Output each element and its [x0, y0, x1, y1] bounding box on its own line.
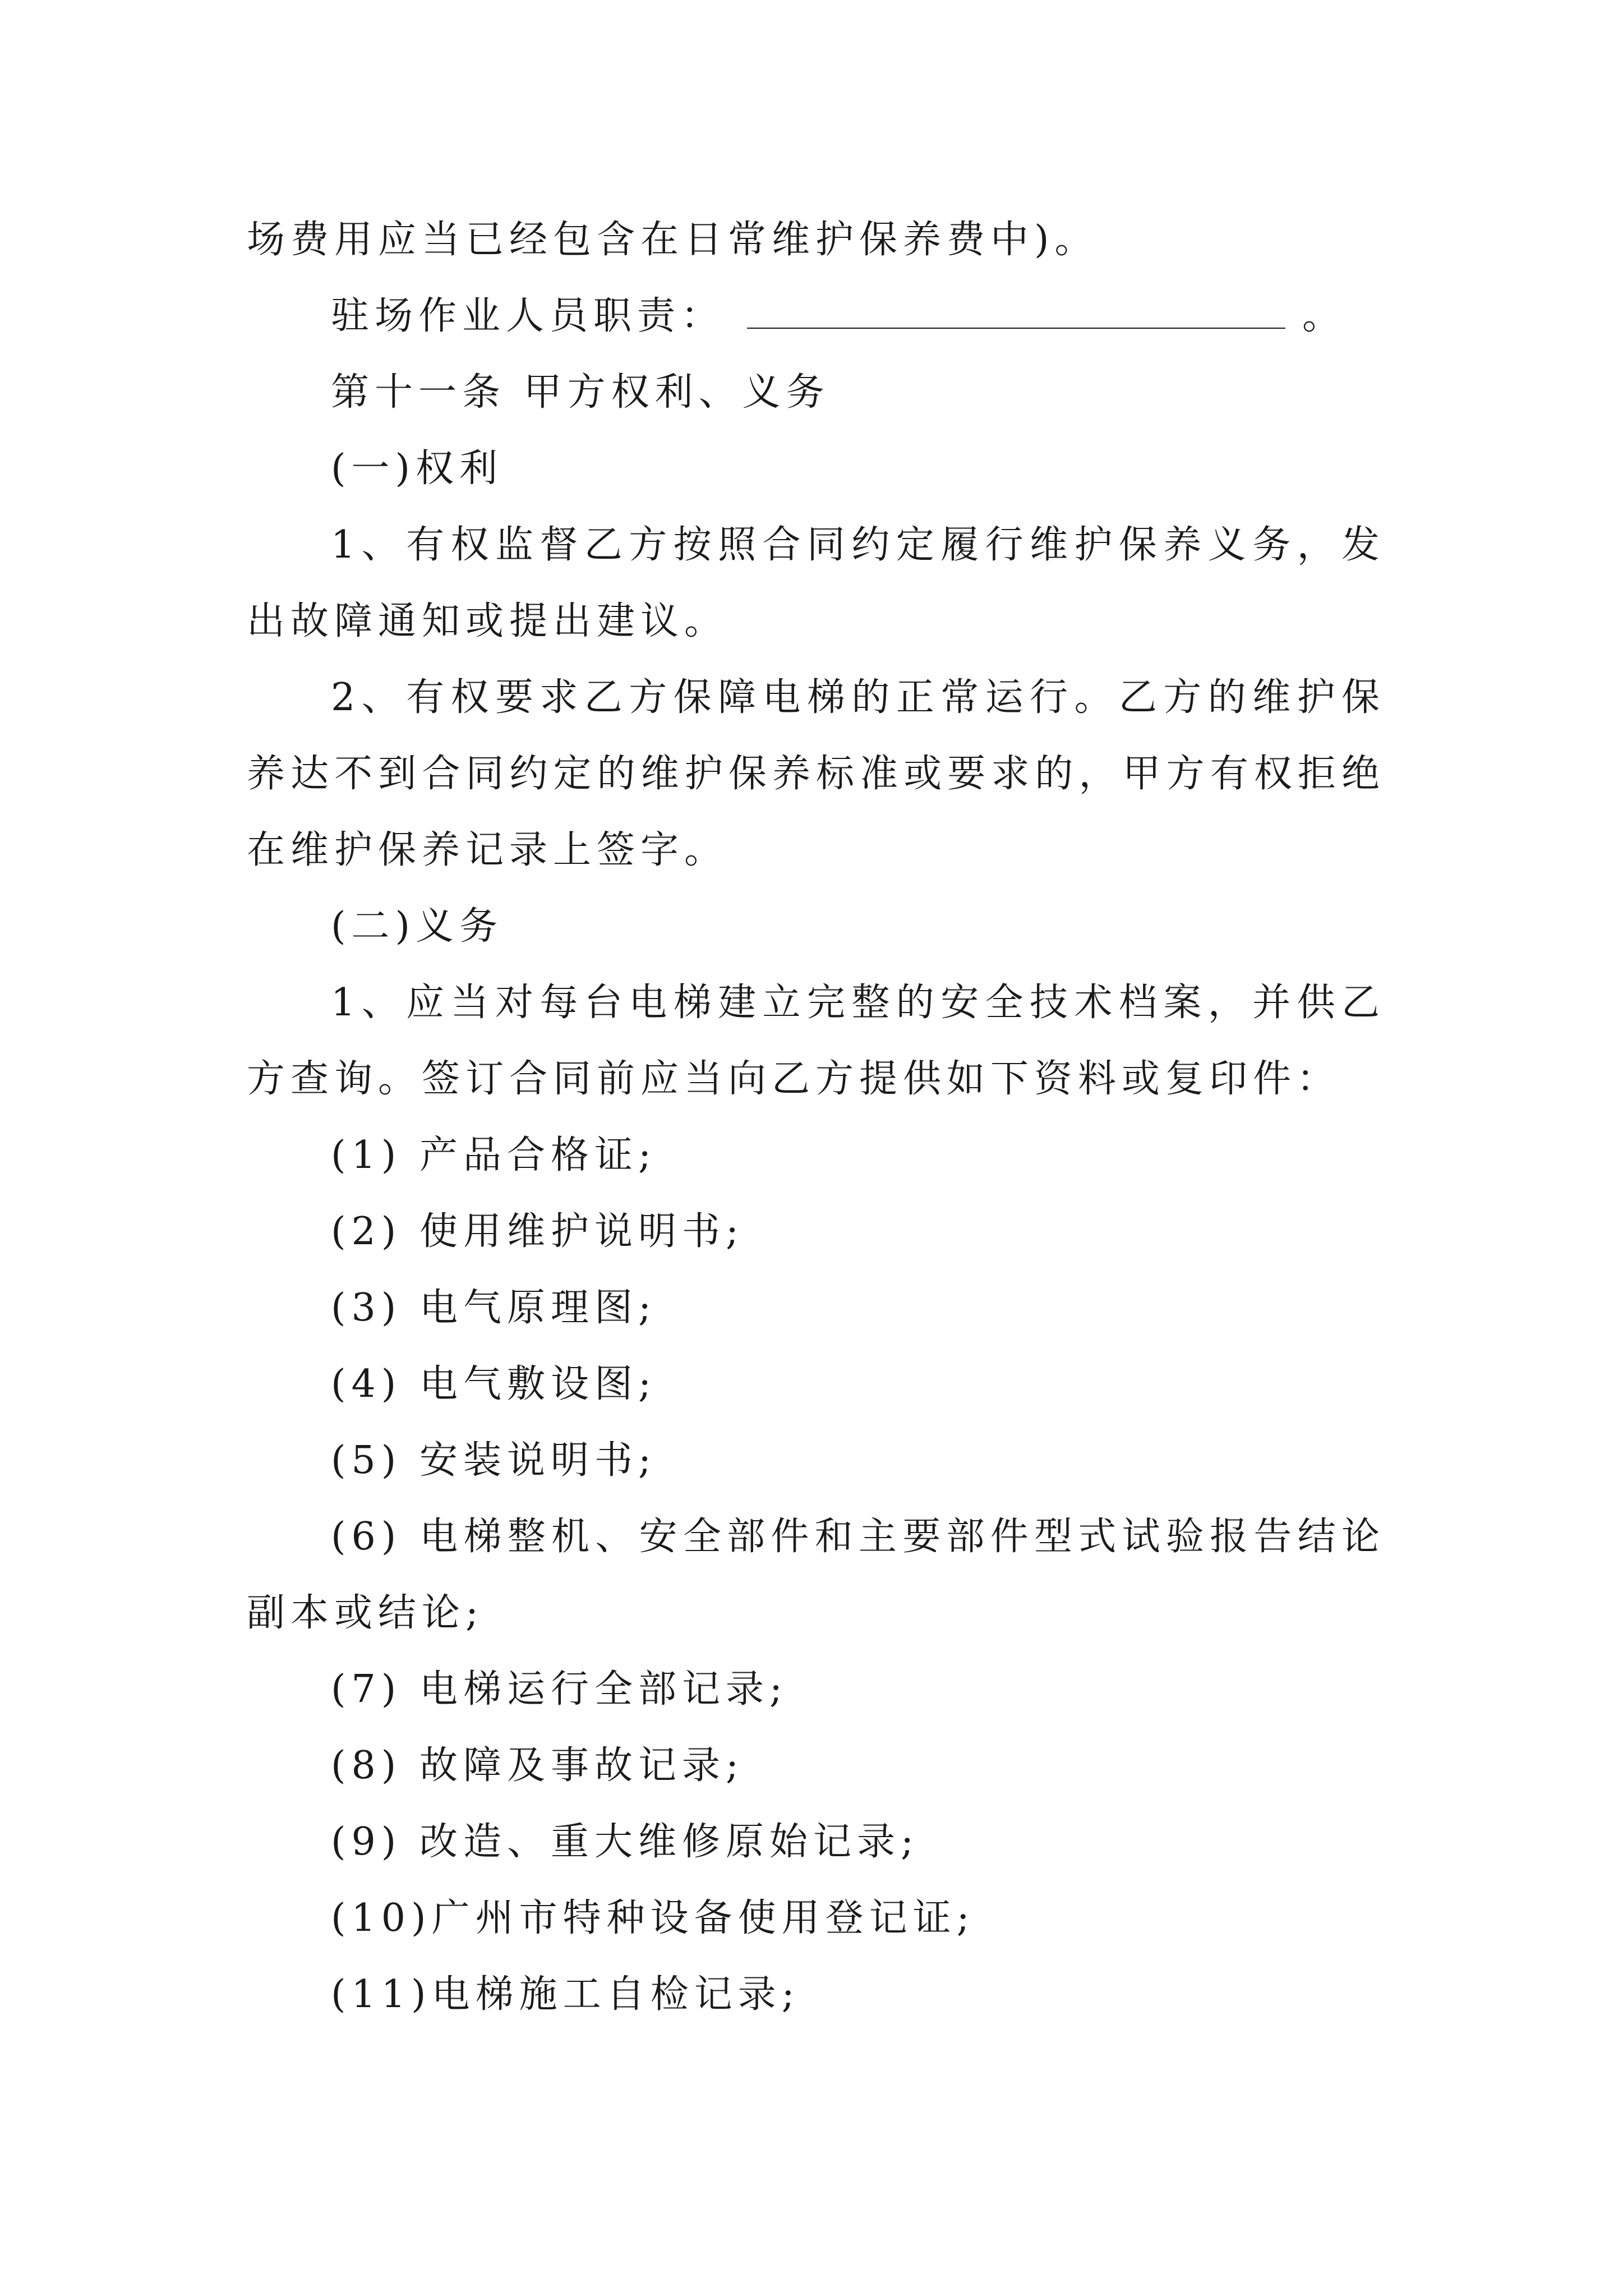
duty-field-suffix: 。 — [1302, 294, 1347, 338]
paragraph-right-2: 2、有权要求乙方保障电梯的正常运行。乙方的维护保养达不到合同约定的维护保养标准或要求的，甲方有权拒绝在维护保养记录上签字。 — [247, 675, 1385, 872]
paragraph-fee-continuation: 场费用应当已经包含在日常维护保养费中)。 — [247, 218, 1099, 262]
list-item: (4) 电气敷设图; — [331, 1362, 657, 1406]
duty-fill-in-line[interactable] — [747, 289, 1285, 329]
list-item: (3) 电气原理图; — [331, 1286, 657, 1330]
list-item: (6) 电梯整机、安全部件和主要部件型式试验报告结论副本或结论; — [247, 1515, 1385, 1635]
list-item: (2) 使用维护说明书; — [331, 1209, 744, 1254]
list-item: (10)广州市特种设备使用登记证; — [331, 1896, 975, 1940]
list-item: (1) 产品合格证; — [331, 1133, 657, 1177]
duty-field-row — [247, 278, 1385, 355]
list-item: (5) 安装说明书; — [331, 1438, 657, 1483]
article-heading: 第十一条 甲方权利、义务 — [331, 370, 830, 415]
section-heading-obligations: (二)义务 — [331, 904, 504, 949]
list-item: (7) 电梯运行全部记录; — [331, 1667, 788, 1711]
list-item: (9) 改造、重大维修原始记录; — [331, 1820, 919, 1864]
document-body — [247, 202, 1385, 2033]
list-item: (11)电梯施工自检记录; — [331, 1972, 800, 2017]
list-item: (8) 故障及事故记录; — [331, 1743, 744, 1788]
section-heading-rights: (一)权利 — [331, 447, 504, 491]
paragraph-obligation-1: 1、应当对每台电梯建立完整的安全技术档案，并供乙方查询。签订合同前应当向乙方提供如下资料或复印件： — [247, 981, 1385, 1101]
paragraph-right-1: 1、有权监督乙方按照合同约定履行维护保养义务，发出故障通知或提出建议。 — [247, 523, 1385, 643]
duty-field-label: 驻场作业人员职责： — [331, 294, 725, 338]
